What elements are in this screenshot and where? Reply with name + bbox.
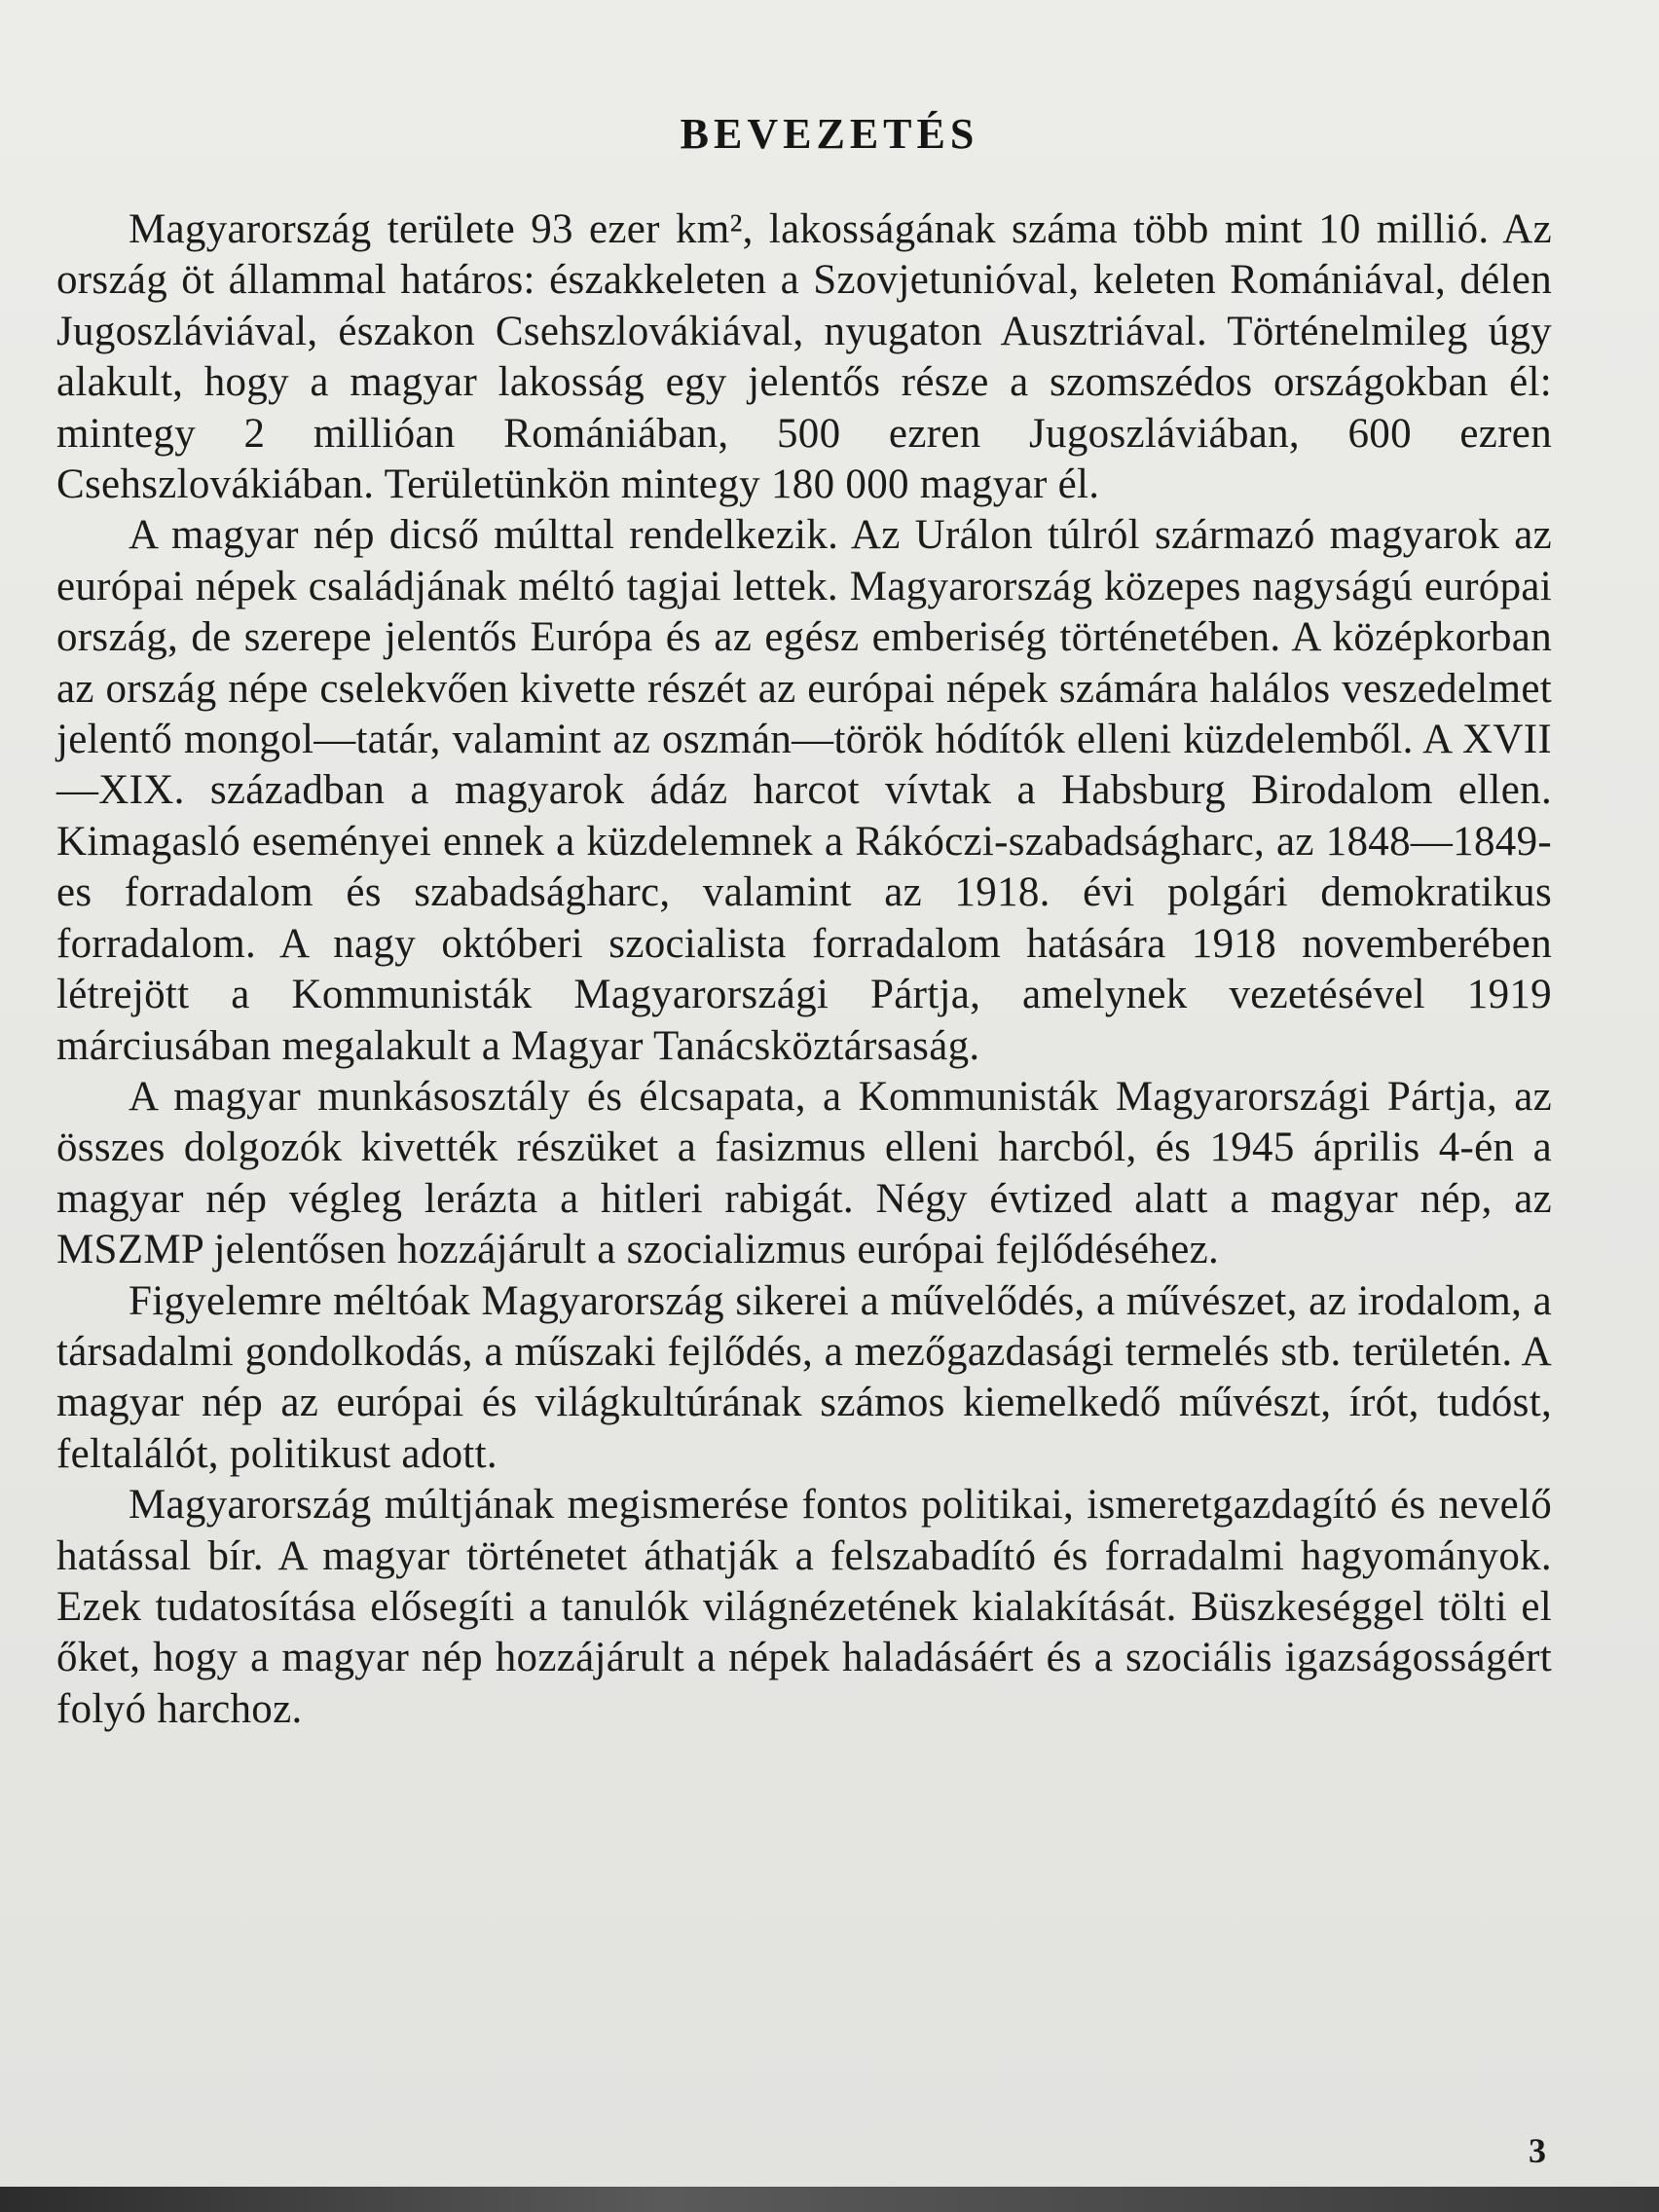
paragraph-3: A magyar munkásosztály és élcsapata, a Kommunisták Magyarországi Pártja, az összes dolgozók kivették részüket a fasizmus elleni harcból, és 1945 április 4-én a magyar nép végleg lerázta a hitleri rabigát. Négy évtized alatt a magyar nép, az MSZMP jelentősen hozzájárult a szocializmus európai fejlődéséhez.	[56, 1073, 1552, 1273]
paragraph-4: Figyelemre méltóak Magyarország sikerei a művelődés, a művészet, az irodalom, a társadalmi gondolkodás, a műszaki fejlődés, a mezőgazdasági termelés stb. területén. A magyar nép az európai és világkultúrának számos kiemelkedő művészt, írót, tudóst, feltalálót, politikust adott.	[56, 1277, 1552, 1477]
chapter-heading: BEVEZETÉS	[680, 110, 979, 158]
paragraph-2: A magyar nép dicső múlttal rendelkezik. Az Urálon túlról származó magyarok az európai népek családjának méltó tagjai lettek. Magyarország közepes nagyságú európai ország, de szerepe jelentős Európa és az egész emberiség történetében. A középkorban az ország népe cselekvően kivette részét az európai népek számára halálos veszedelmet jelentő mongol—tatár, valamint az oszmán—török hódítók elleni küzdelemből. A XVII—XIX. században a magyarok ádáz harcot vívtak a Habsburg Birodalom ellen. Kimagasló eseményei ennek a küzdelemnek a Rákóczi-szabadságharc, az 1848—1849-es forradalom és szabadságharc, valamint az 1918. évi polgári demokratikus forradalom. A nagy októberi szocialista forradalom hatására 1918 novemberében létrejött a Kommunisták Magyarországi Pártja, amelynek vezetésével 1919 márciusában megalakult a Magyar Tanácsköztársaság.	[56, 512, 1552, 1069]
body-text	[56, 204, 1552, 1735]
scan-edge-shadow	[0, 2187, 1659, 2212]
page-number: 3	[1529, 2131, 1546, 2170]
paragraph-5: Magyarország múltjának megismerése fontos politikai, ismeretgazdagító és nevelő hatással bír. A magyar történetet áthatják a felszabadító és forradalmi hagyományok. Ezek tudatosítása elősegíti a tanulók világnézetének kialakítását. Büszkeséggel tölti el őket, hogy a magyar nép hozzájárult a népek haladásáért és a szociális igazságosságért folyó harchoz.	[56, 1482, 1552, 1732]
paragraph-1: Magyarország területe 93 ezer km², lakosságának száma több mint 10 millió. Az ország öt állammal határos: északkeleten a Szovjetunióval, keleten Romániával, délen Jugoszláviával, északon Csehszlovákiával, nyugaton Ausztriával. Történelmileg úgy alakult, hogy a magyar lakosság egy jelentős része a szomszédos országokban él: mintegy 2 millióan Romániában, 500 ezren Jugoszláviában, 600 ezren Csehszlovákiában. Területünkön mintegy 180 000 magyar él.	[56, 206, 1552, 508]
